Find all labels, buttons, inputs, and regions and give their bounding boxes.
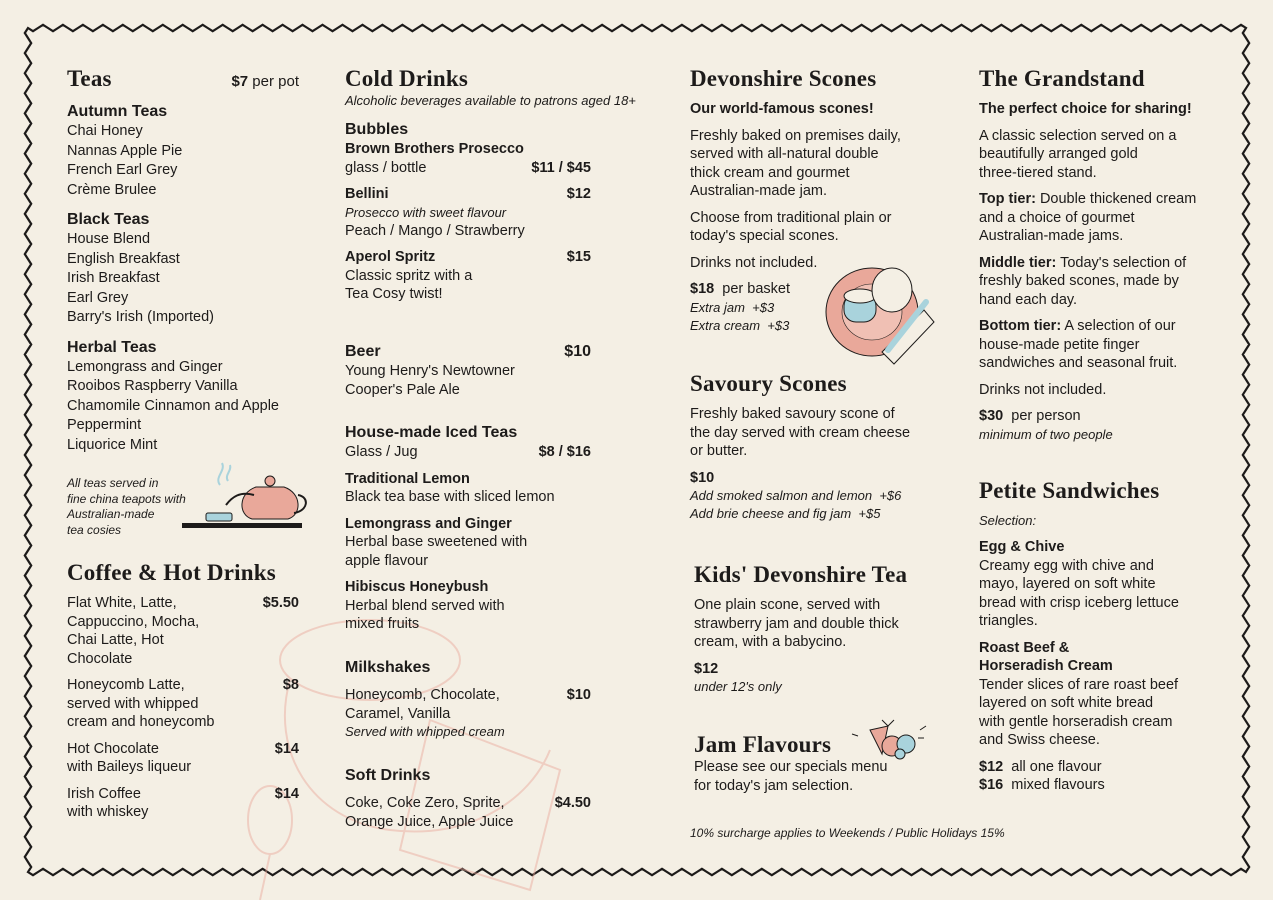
section-title: Jam Flavours bbox=[694, 732, 832, 757]
item-name: Aperol Spritz bbox=[345, 249, 436, 265]
item-description: Drinks not included. bbox=[979, 381, 1107, 398]
section-header bbox=[694, 732, 930, 758]
section-title: Petite Sandwiches bbox=[979, 478, 1160, 503]
menu-item-row bbox=[345, 159, 591, 178]
item-note: Add smoked salmon and lemon +$6 bbox=[690, 488, 902, 503]
price-note: per basket bbox=[722, 281, 790, 297]
menu-section bbox=[345, 766, 591, 831]
item-price: $14 bbox=[274, 740, 299, 757]
price-value: $30 bbox=[979, 408, 1004, 424]
section-header bbox=[979, 66, 1217, 92]
item-note: under 12's only bbox=[694, 679, 782, 694]
category-heading: Herbal Teas bbox=[67, 338, 157, 356]
item-note: Alcoholic beverages available to patrons aged 18+ bbox=[345, 93, 636, 108]
item-price: $15 bbox=[566, 249, 591, 265]
tier-text: Double thickened cream and a choice of gourmet Australian-made jams. bbox=[979, 191, 1197, 244]
price-line bbox=[690, 469, 926, 488]
tier-text: A selection of our house-made petite finger sandwiches and seasonal fruit. bbox=[979, 318, 1178, 371]
tier-label: Bottom tier: bbox=[979, 318, 1062, 334]
menu-section bbox=[690, 371, 926, 523]
price-note: per person bbox=[1011, 408, 1081, 424]
item-name: Roast Beef & Horseradish Cream bbox=[979, 639, 1113, 674]
section-header bbox=[694, 562, 930, 588]
item-description: Young Henry's Newtowner Cooper's Pale Ale bbox=[345, 363, 515, 398]
menu-section bbox=[979, 478, 1217, 795]
item-price: $14 bbox=[274, 785, 299, 802]
item-description: One plain scone, served with strawberry jam and double thick cream, with a babycino. bbox=[694, 597, 899, 650]
section-header bbox=[345, 66, 591, 92]
category-heading: Soft Drinks bbox=[345, 767, 431, 784]
menu-item-row bbox=[67, 594, 299, 668]
item-note: Extra jam +$3 bbox=[690, 299, 775, 315]
menu-item-row bbox=[67, 676, 299, 732]
section-title: The Grandstand bbox=[979, 66, 1145, 91]
item-description: Lemongrass and Ginger Rooibos Raspberry Vanilla Chamomile Cinnamon and Apple Peppermint Liquorice Mint bbox=[67, 358, 279, 453]
menu-section bbox=[67, 560, 299, 822]
menu-section bbox=[690, 826, 1090, 842]
menu-section bbox=[345, 658, 591, 741]
item-description: Freshly baked savoury scone of the day served with cream cheese or butter. bbox=[690, 406, 911, 459]
item-description: Honeycomb Latte, served with whipped cream and honeycomb bbox=[67, 677, 215, 730]
menu-item-row bbox=[345, 686, 591, 723]
tier-label: Top tier: bbox=[979, 191, 1036, 207]
tier-label: Middle tier: bbox=[979, 254, 1057, 271]
item-description: Irish Coffee with whiskey bbox=[67, 785, 149, 820]
item-description: Hot Chocolate with Baileys liqueur bbox=[67, 740, 192, 775]
price-line bbox=[690, 280, 926, 299]
menu-section bbox=[694, 732, 930, 795]
tier-text: Today's selection of freshly baked scones, made by hand each day. bbox=[979, 254, 1187, 308]
section-header bbox=[690, 66, 926, 92]
item-name: Traditional Lemon bbox=[345, 470, 470, 487]
item-description: Chai Honey Nannas Apple Pie French Earl Grey Crème Brulee bbox=[67, 123, 183, 198]
menu-section bbox=[345, 423, 591, 634]
item-description: Creamy egg with chive and mayo, layered on soft white bread with crisp iceberg lettuce triangles. bbox=[979, 557, 1179, 629]
item-price: $10 bbox=[566, 687, 591, 703]
item-note: Served with whipped cream bbox=[345, 724, 505, 739]
price-value: $12 bbox=[694, 660, 719, 677]
section-price bbox=[231, 72, 299, 92]
item-description: Herbal base sweetened with apple flavour bbox=[345, 534, 528, 569]
menu-item-row bbox=[345, 794, 591, 831]
section-header bbox=[67, 66, 299, 92]
item-price: $5.50 bbox=[262, 595, 299, 611]
section-title: Teas bbox=[67, 66, 112, 91]
category-heading: Autumn Teas bbox=[67, 103, 168, 120]
section-title: Cold Drinks bbox=[345, 66, 468, 91]
menu-section bbox=[67, 476, 299, 538]
menu-item-row bbox=[345, 342, 591, 362]
price-value: $18 bbox=[690, 281, 715, 297]
tier-description bbox=[979, 190, 1217, 246]
item-description: Freshly baked on premises daily, served with all-natural double thick cream and gourmet Australian-made jam. bbox=[690, 127, 901, 199]
item-name: Egg & Chive bbox=[979, 539, 1065, 555]
item-note: Selection: bbox=[979, 513, 1037, 528]
section-title: Coffee & Hot Drinks bbox=[67, 560, 276, 585]
category-heading: Milkshakes bbox=[345, 659, 431, 676]
menu-section bbox=[345, 66, 636, 304]
item-description: Flat White, Latte, Cappuccino, Mocha, Chai Latte, Hot Chocolate bbox=[67, 595, 200, 667]
item-price: $8 / $16 bbox=[538, 444, 591, 460]
item-price: $11 / $45 bbox=[531, 159, 591, 176]
item-price: $10 bbox=[564, 343, 591, 360]
section-header bbox=[67, 560, 299, 586]
item-note: Prosecco with sweet flavour bbox=[345, 204, 507, 220]
footnote: 10% surcharge applies to Weekends / Public Holidays 15% bbox=[690, 826, 1005, 840]
tier-description bbox=[979, 317, 1217, 373]
item-description: Glass / Jug bbox=[345, 444, 418, 460]
item-name: Bellini bbox=[345, 186, 389, 202]
menu-item-row bbox=[345, 248, 591, 267]
category-heading: Bubbles bbox=[345, 121, 409, 138]
item-price: $12 bbox=[566, 186, 591, 202]
item-price: $8 bbox=[282, 677, 299, 693]
tier-description bbox=[979, 254, 1217, 310]
price-line bbox=[979, 758, 1217, 777]
item-price: $4.50 bbox=[554, 795, 591, 811]
item-note: Add brie cheese and fig jam +$5 bbox=[690, 506, 881, 521]
item-description: Tender slices of rare roast beef layered on soft white bread with gentle horseradish cream and Swiss cheese. bbox=[979, 676, 1179, 748]
category-heading: Black Teas bbox=[67, 211, 150, 228]
item-description: A classic selection served on a beautifully arranged gold three-tiered stand. bbox=[979, 127, 1177, 181]
menu-section bbox=[979, 66, 1217, 444]
item-description: Coke, Coke Zero, Sprite, Orange Juice, Apple Juice bbox=[345, 795, 514, 830]
menu-item-row bbox=[67, 785, 299, 822]
section-header bbox=[979, 478, 1217, 504]
price-line bbox=[694, 660, 930, 679]
price-value: $10 bbox=[690, 469, 715, 486]
item-description: Black tea base with sliced lemon bbox=[345, 489, 555, 505]
menu-item-row bbox=[345, 185, 591, 204]
category-heading: Beer bbox=[345, 343, 381, 360]
price-note: mixed flavours bbox=[1011, 777, 1105, 793]
item-description: Drinks not included. bbox=[690, 254, 818, 271]
menu-section bbox=[345, 342, 591, 399]
category-heading: House-made Iced Teas bbox=[345, 424, 518, 441]
price-line bbox=[979, 776, 1217, 795]
price-note: per pot bbox=[252, 73, 299, 90]
item-name: Brown Brothers Prosecco bbox=[345, 141, 524, 157]
menu-item-row bbox=[67, 740, 299, 777]
section-header bbox=[690, 371, 926, 397]
item-description: glass / bottle bbox=[345, 159, 427, 176]
section-title: Devonshire Scones bbox=[690, 66, 877, 91]
price-line bbox=[979, 407, 1217, 426]
item-note: Extra cream +$3 bbox=[690, 317, 790, 333]
item-name: Hibiscus Honeybush bbox=[345, 579, 489, 595]
section-title: Savoury Scones bbox=[690, 371, 847, 396]
menu-section bbox=[690, 66, 926, 335]
menu-item-row bbox=[345, 443, 591, 462]
price-value: $12 bbox=[979, 758, 1004, 775]
footnote: All teas served in fine china teapots with Australian-made tea cosies bbox=[67, 476, 186, 537]
item-description: Herbal blend served with mixed fruits bbox=[345, 597, 505, 632]
item-description: Peach / Mango / Strawberry bbox=[345, 222, 525, 239]
menu-section bbox=[67, 66, 299, 455]
item-description: Please see our specials menu for today's jam selection. bbox=[694, 759, 888, 794]
price-value: $16 bbox=[979, 777, 1004, 793]
section-title: Kids' Devonshire Tea bbox=[694, 562, 908, 587]
item-description: Classic spritz with a Tea Cosy twist! bbox=[345, 267, 473, 302]
item-description: House Blend English Breakfast Irish Breakfast Earl Grey Barry's Irish (Imported) bbox=[67, 231, 214, 325]
menu-section bbox=[694, 562, 930, 696]
item-description: Choose from traditional plain or today's special scones. bbox=[690, 209, 892, 244]
item-name: The perfect choice for sharing! bbox=[979, 101, 1192, 117]
price-value: $7 bbox=[231, 73, 249, 90]
item-name: Lemongrass and Ginger bbox=[345, 515, 512, 532]
item-name: Our world-famous scones! bbox=[690, 101, 874, 117]
item-note: minimum of two people bbox=[979, 426, 1113, 442]
item-description: Honeycomb, Chocolate, Caramel, Vanilla bbox=[345, 687, 500, 722]
price-note: all one flavour bbox=[1011, 758, 1102, 775]
